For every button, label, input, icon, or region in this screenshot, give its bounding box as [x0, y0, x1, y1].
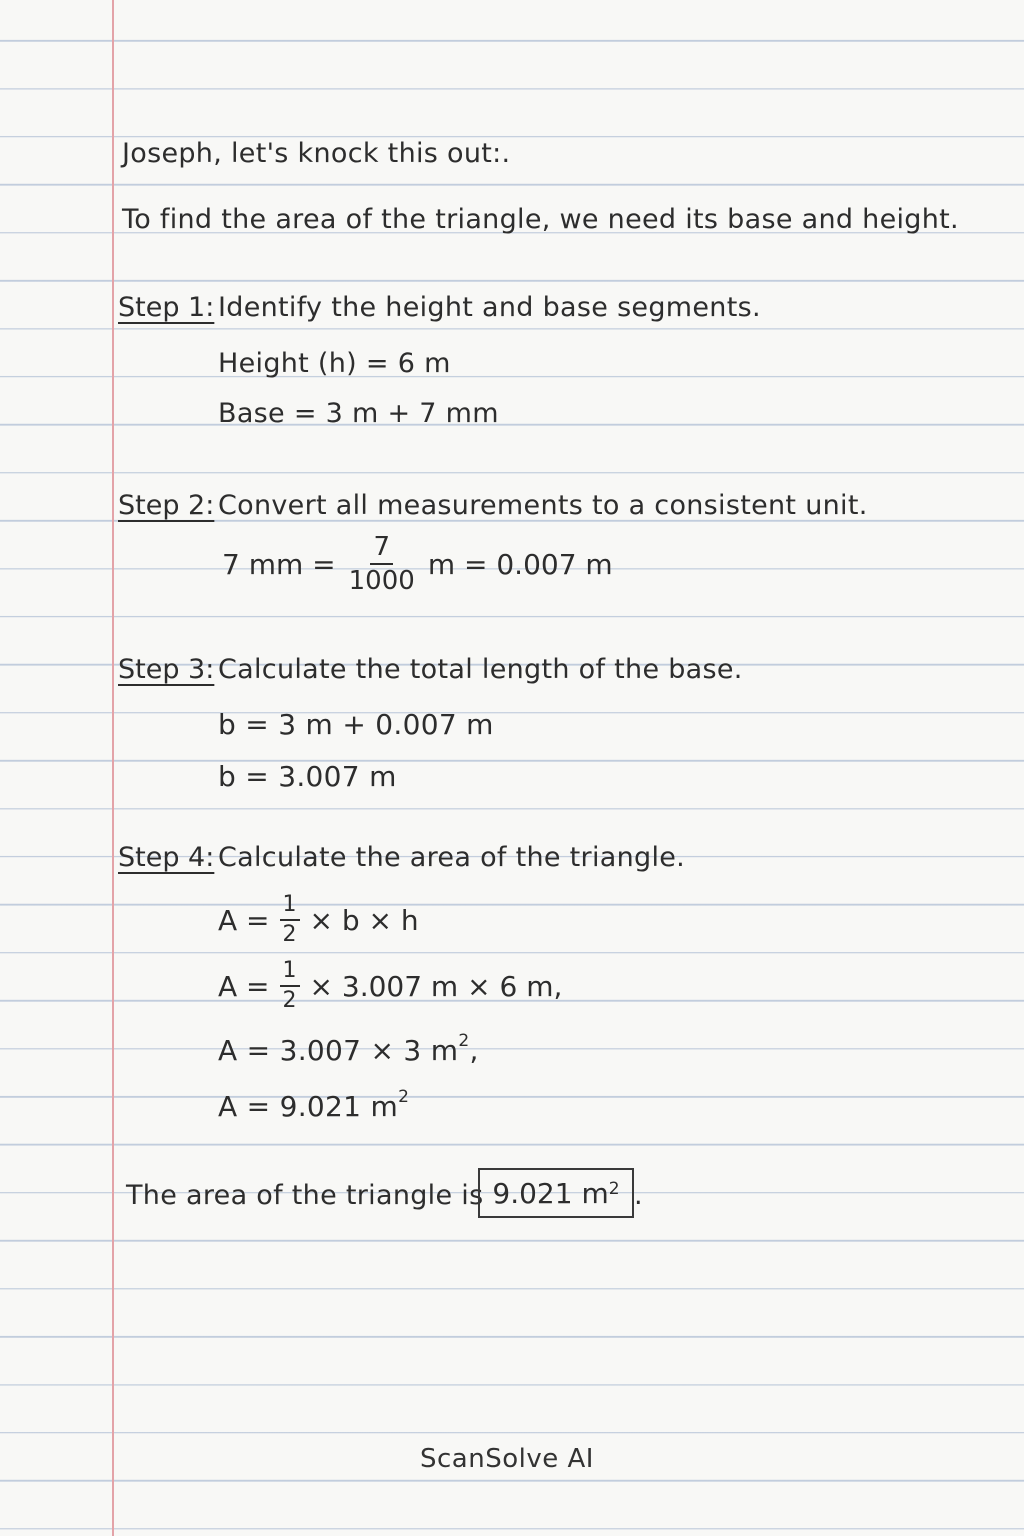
step2-lhs: 7 mm =: [222, 547, 336, 581]
step1-base: Base = 3 m + 7 mm: [218, 398, 499, 429]
step4-line3: A = 3.007 × 3 $m^2$,: [218, 1030, 479, 1067]
half-fraction-2: [280, 960, 300, 1012]
step4-line1-rest: × b × h: [309, 903, 419, 937]
answer-box: [478, 1168, 634, 1218]
step2-frac-den: 1000: [348, 566, 415, 596]
footer-brand: ScanSolve AI: [420, 1444, 594, 1474]
answer-value: 9.021 m: [492, 1176, 609, 1210]
step4-substitution: [218, 960, 562, 1012]
step4-label: Step 4:: [118, 842, 215, 873]
step2-label: Step 2:: [118, 490, 215, 521]
answer-exponent: 2: [608, 1179, 620, 1199]
step2-frac-num: 7: [370, 534, 393, 565]
step1-height: Height (h) = 6 m: [218, 348, 451, 379]
step2-fraction: [346, 534, 418, 594]
step4-a-prefix-1: A =: [218, 903, 270, 937]
half-den: 2: [282, 988, 297, 1013]
step4-line4: A = 9.021 $m^2$: [218, 1086, 410, 1123]
half-num: 1: [280, 960, 300, 987]
half-den: 2: [282, 922, 297, 947]
step4-line2-rest: × 3.007 m × 6 m,: [309, 969, 563, 1003]
step1-label: Step 1:: [118, 292, 215, 323]
conclusion-period: .: [634, 1180, 643, 1211]
step3-title: Calculate the total length of the base.: [218, 654, 743, 685]
step4-a-prefix-2: A =: [218, 969, 270, 1003]
step2-conversion: [222, 534, 613, 594]
step2-rhs: m = 0.007 m: [427, 547, 613, 581]
half-num: 1: [280, 894, 300, 921]
step3-label: Step 3:: [118, 654, 215, 685]
margin-line: [112, 0, 114, 1536]
lead-text: To find the area of the triangle, we need its base and height.: [122, 204, 959, 235]
step1-title: Identify the height and base segments.: [218, 292, 761, 323]
step4-title: Calculate the area of the triangle.: [218, 842, 686, 873]
conclusion-text: The area of the triangle is: [126, 1180, 484, 1211]
step2-title: Convert all measurements to a consistent unit.: [218, 490, 868, 521]
half-fraction-1: [280, 894, 300, 946]
intro-text: Joseph, let's knock this out:.: [122, 138, 511, 169]
step3-line1: b = 3 m + 0.007 m: [218, 708, 494, 741]
step4-formula: [218, 894, 419, 946]
step3-line2: b = 3.007 m: [218, 760, 397, 793]
